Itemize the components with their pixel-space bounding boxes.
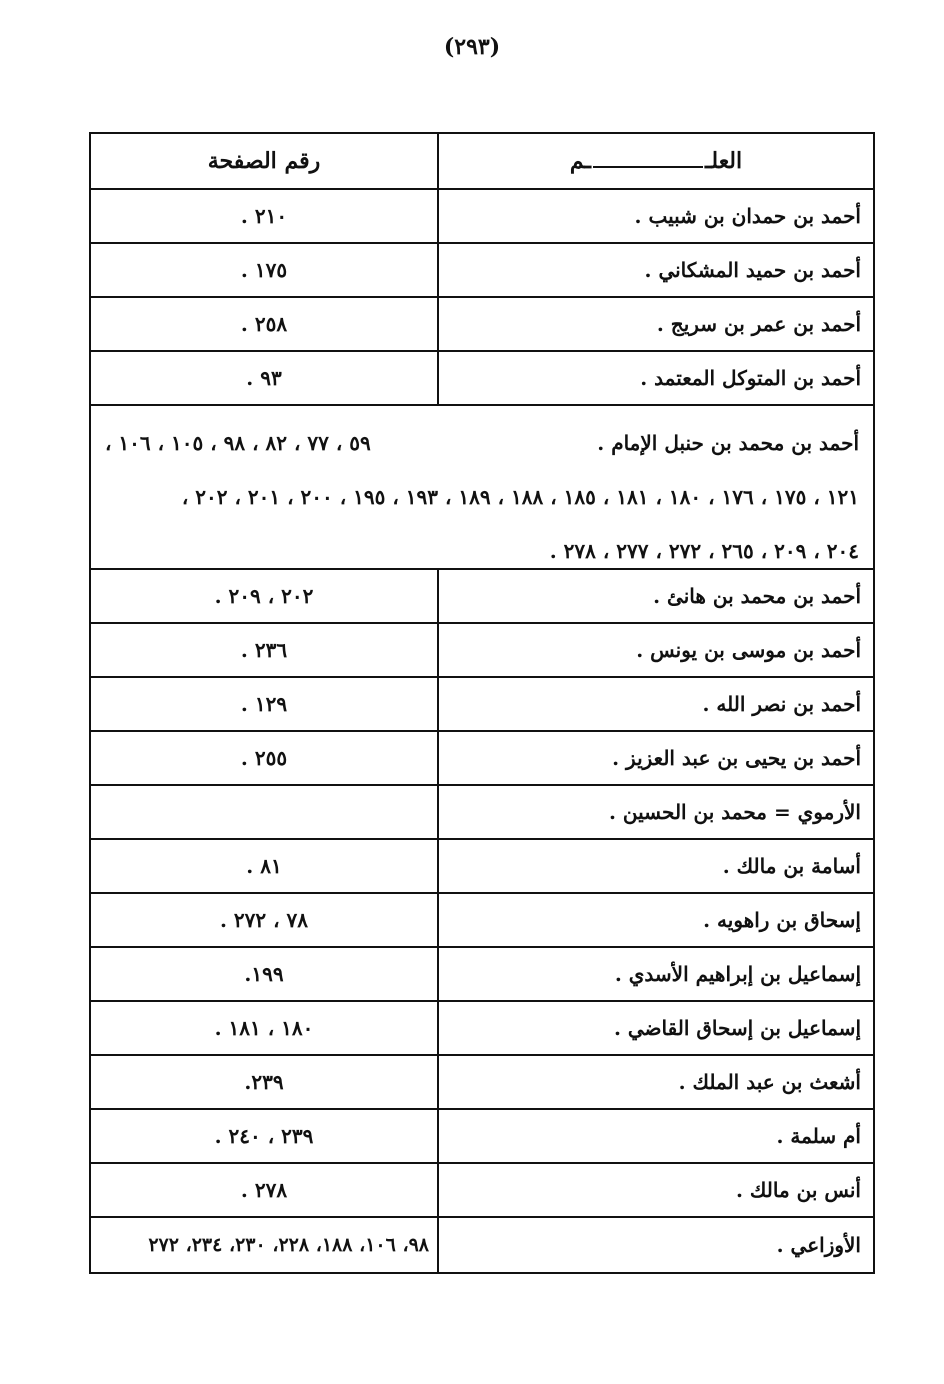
table-row bbox=[91, 298, 873, 352]
page-number: (٢٩٣) bbox=[443, 34, 501, 60]
entry-pages: ٢٣٦ . bbox=[240, 638, 288, 662]
entry-pages: ١٩٩. bbox=[244, 962, 284, 986]
table-row bbox=[91, 678, 873, 732]
table-row bbox=[91, 1002, 873, 1056]
entry-pages: ١٢٩ . bbox=[240, 692, 288, 716]
entry-pages: ٢٣٩ ، ٢٤٠ . bbox=[214, 1124, 314, 1148]
table-row bbox=[91, 894, 873, 948]
entry-pages: ٢٠٢ ، ٢٠٩ . bbox=[214, 584, 314, 608]
entry-name: أحمد بن موسى بن يونس . bbox=[437, 624, 873, 676]
entry-pages: ٢١٠ . bbox=[240, 204, 288, 228]
entry-name: أحمد بن محمد بن حنبل الإمام . bbox=[597, 431, 859, 455]
spanning-line-3: ٢٠٤ ، ٢٠٩ ، ٢٦٥ ، ٢٧٢ ، ٢٧٧ ، ٢٧٨ . bbox=[549, 539, 859, 563]
entry-name: أنس بن مالك . bbox=[437, 1164, 873, 1216]
table-row bbox=[91, 786, 873, 840]
entry-name: إسحاق بن راهويه . bbox=[437, 894, 873, 946]
index-table bbox=[89, 132, 875, 1274]
entry-pages: ٧٨ ، ٢٧٢ . bbox=[219, 908, 309, 932]
entry-pages: ٢٣٩. bbox=[244, 1070, 284, 1094]
kashida-rule bbox=[593, 166, 703, 168]
table-header-row bbox=[91, 134, 873, 190]
entry-name: أحمد بن حميد المشكاني . bbox=[437, 244, 873, 296]
entry-pages bbox=[91, 786, 437, 838]
entry-name: إسماعيل بن إبراهيم الأسدي . bbox=[437, 948, 873, 1000]
entry-name: أم سلمة . bbox=[437, 1110, 873, 1162]
entry-pages: ٢٥٥ . bbox=[240, 746, 288, 770]
entry-pages: ٨١ . bbox=[246, 854, 282, 878]
table-row bbox=[91, 1110, 873, 1164]
entry-name: أسامة بن مالك . bbox=[437, 840, 873, 892]
entry-pages: ٢٥٨ . bbox=[240, 312, 288, 336]
header-name-tail: ـم bbox=[569, 148, 591, 174]
entry-name: أشعث بن عبد الملك . bbox=[437, 1056, 873, 1108]
table-row bbox=[91, 624, 873, 678]
spanning-line-2: ١٢١ ، ١٧٥ ، ١٧٦ ، ١٨٠ ، ١٨١ ، ١٨٥ ، ١٨٨ ، ١٨٩ ، ١٩٣ ، ١٩٥ ، ٢٠٠ ، ٢٠١ ، ٢٠٢ ، bbox=[181, 485, 859, 509]
header-pages: رقم الصفحة bbox=[207, 148, 321, 174]
table-row bbox=[91, 1218, 873, 1272]
table-row bbox=[91, 244, 873, 298]
entry-pages: ٩٨، ١٠٦، ١٨٨، ٢٢٨، ٢٣٠، ٢٣٤، ٢٧٢ bbox=[148, 1234, 429, 1256]
table-row bbox=[91, 190, 873, 244]
entry-pages: ١٨٠ ، ١٨١ . bbox=[214, 1016, 314, 1040]
entry-name: الأرموي = محمد بن الحسين . bbox=[437, 786, 873, 838]
table-row bbox=[91, 840, 873, 894]
table-row bbox=[91, 570, 873, 624]
entry-name: أحمد بن حمدان بن شبيب . bbox=[437, 190, 873, 242]
entry-name: أحمد بن عمر بن سريج . bbox=[437, 298, 873, 350]
entry-pages: ٥٩ ، ٧٧ ، ٨٢ ، ٩٨ ، ١٠٥ ، ١٠٦ ، bbox=[105, 431, 371, 455]
entry-pages: ٢٧٨ . bbox=[240, 1178, 288, 1202]
header-name bbox=[437, 134, 873, 188]
entry-name: أحمد بن يحيى بن عبد العزيز . bbox=[437, 732, 873, 784]
entry-name: إسماعيل بن إسحاق القاضي . bbox=[437, 1002, 873, 1054]
header-name-text: العلـ bbox=[704, 148, 743, 174]
spanning-line-1 bbox=[105, 416, 859, 470]
entry-name: أحمد بن محمد بن هانئ . bbox=[437, 570, 873, 622]
entry-name: الأوزاعي . bbox=[437, 1218, 873, 1272]
entry-pages: ١٧٥ . bbox=[240, 258, 288, 282]
table-row bbox=[91, 352, 873, 406]
entry-name: أحمد بن المتوكل المعتمد . bbox=[437, 352, 873, 404]
entry-name: أحمد بن نصر الله . bbox=[437, 678, 873, 730]
table-row bbox=[91, 732, 873, 786]
entry-pages: ٩٣ . bbox=[246, 366, 282, 390]
table-row bbox=[91, 1164, 873, 1218]
table-row-spanning bbox=[91, 406, 873, 570]
table-row bbox=[91, 948, 873, 1002]
table-row bbox=[91, 1056, 873, 1110]
